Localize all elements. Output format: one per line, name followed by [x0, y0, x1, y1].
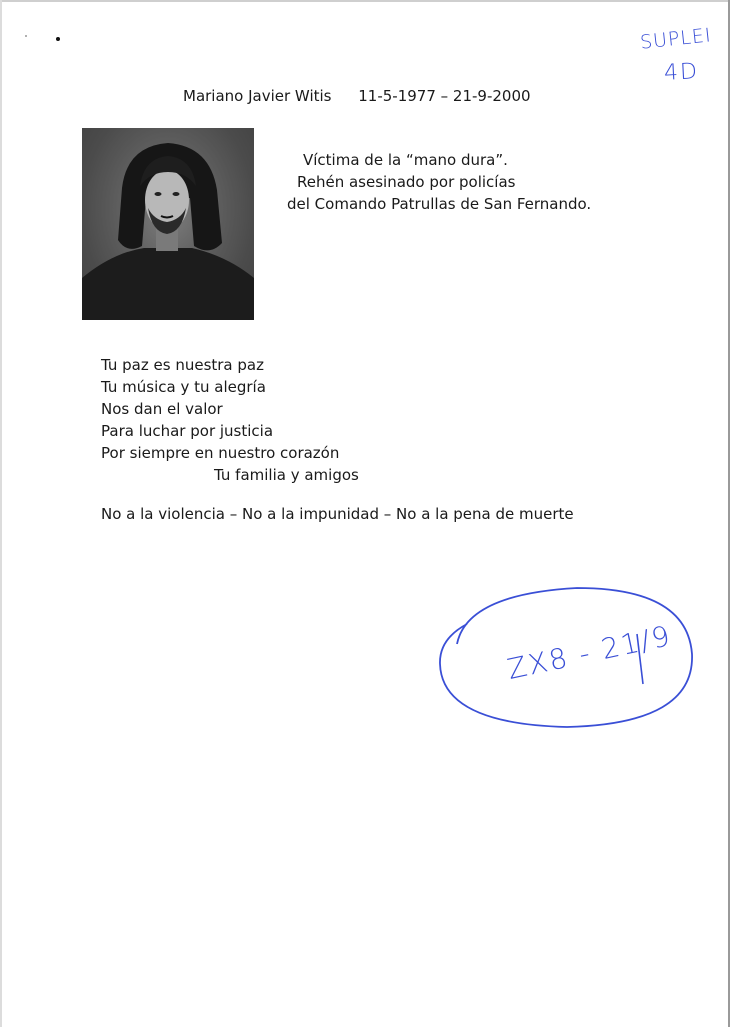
poem-line: Para luchar por justicia	[101, 422, 274, 440]
portrait-drawing	[82, 128, 254, 320]
scan-edge-top	[0, 0, 730, 2]
scan-edge-left	[0, 0, 2, 1027]
poem-line: Nos dan el valor	[101, 400, 223, 418]
poem-line: Por siempre en nuestro corazón	[101, 444, 340, 462]
victim-caption	[287, 149, 591, 215]
poem-line: Tu música y tu alegría	[101, 378, 266, 396]
person-name: Mariano Javier Witis	[183, 87, 332, 105]
caption-line: del Comando Patrullas de San Fernando.	[287, 195, 592, 213]
poem-line: Tu paz es nuestra paz	[101, 356, 264, 374]
scan-speck	[25, 35, 27, 37]
portrait-photo	[82, 128, 254, 320]
poem-signature: Tu familia y amigos	[214, 466, 359, 484]
scan-speck	[56, 37, 60, 41]
slogan-line: No a la violencia – No a la impunidad – No a la pena de muerte	[101, 505, 574, 523]
memorial-header	[183, 87, 531, 105]
handwritten-note-top: SUPLEI	[639, 24, 713, 54]
handwritten-note-code: 4D	[663, 59, 700, 86]
handwritten-code: ZX8 - 21/9	[504, 619, 675, 686]
caption-line: Rehén asesinado por policías	[297, 173, 516, 191]
caption-line: Víctima de la “mano dura”.	[303, 151, 508, 169]
life-dates: 11-5-1977 – 21-9-2000	[358, 87, 531, 105]
tribute-poem	[101, 354, 359, 486]
